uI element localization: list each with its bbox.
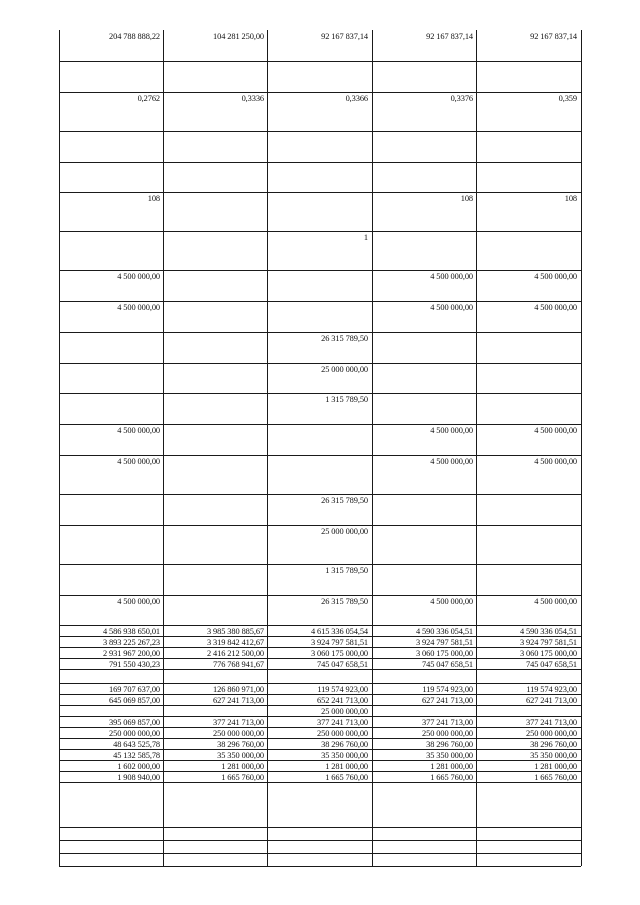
table-cell: 1 602 000,00 — [117, 762, 160, 771]
row-divider — [59, 866, 581, 867]
table-cell: 26 315 789,50 — [321, 597, 368, 606]
table-cell: 377 241 713,00 — [213, 718, 264, 727]
row-divider — [59, 455, 581, 456]
table-cell: 4 500 000,00 — [534, 426, 577, 435]
table-cell: 119 574 923,00 — [422, 685, 473, 694]
table-cell: 745 047 658,51 — [526, 660, 577, 669]
table-cell: 45 132 585,78 — [113, 751, 160, 760]
table-cell: 652 241 713,00 — [317, 696, 368, 705]
table-cell: 250 000 000,00 — [526, 729, 577, 738]
table-cell: 1 281 000,00 — [221, 762, 264, 771]
table-cell: 250 000 000,00 — [213, 729, 264, 738]
table-cell: 745 047 658,51 — [317, 660, 368, 669]
table-cell: 2 416 212 500,00 — [206, 649, 264, 658]
row-divider — [59, 625, 581, 626]
table-cell: 108 — [147, 194, 160, 203]
table-cell: 4 500 000,00 — [117, 303, 160, 312]
row-divider — [59, 564, 581, 565]
table-cell: 38 296 760,00 — [217, 740, 264, 749]
table-cell: 108 — [564, 194, 577, 203]
table-cell: 3 985 380 885,67 — [206, 627, 264, 636]
table-cell: 1 908 940,00 — [117, 773, 160, 782]
table-cell: 92 167 837,14 — [530, 32, 577, 41]
table-cell: 0,3336 — [241, 94, 264, 103]
table-cell: 1 — [363, 233, 368, 242]
table-cell: 1 665 760,00 — [430, 773, 473, 782]
row-divider — [59, 192, 581, 193]
table-cell: 92 167 837,14 — [321, 32, 368, 41]
table-cell: 0,2762 — [137, 94, 160, 103]
table-cell: 35 350 000,00 — [321, 751, 368, 760]
table-cell: 250 000 000,00 — [317, 729, 368, 738]
table-cell: 108 — [460, 194, 473, 203]
table-cell: 377 241 713,00 — [422, 718, 473, 727]
table-cell: 250 000 000,00 — [422, 729, 473, 738]
row-divider — [59, 131, 581, 132]
table-cell: 0,3366 — [345, 94, 368, 103]
table-cell: 3 060 175 000,00 — [310, 649, 368, 658]
table-cell: 4 615 336 054,54 — [310, 627, 368, 636]
table-cell: 4 500 000,00 — [430, 272, 473, 281]
row-divider — [59, 231, 581, 232]
row-divider — [59, 270, 581, 271]
table-cell: 104 281 250,00 — [213, 32, 264, 41]
row-divider — [59, 162, 581, 163]
table-cell: 48 643 525,78 — [113, 740, 160, 749]
table-cell: 4 590 336 054,51 — [519, 627, 577, 636]
table-cell: 4 586 938 650,01 — [102, 627, 160, 636]
table-cell: 1 315 789,50 — [325, 395, 368, 404]
table-cell: 119 574 923,00 — [526, 685, 577, 694]
table-cell: 627 241 713,00 — [422, 696, 473, 705]
row-divider — [59, 827, 581, 828]
table-cell: 4 500 000,00 — [117, 272, 160, 281]
table-cell: 1 665 760,00 — [534, 773, 577, 782]
table-cell: 3 060 175 000,00 — [415, 649, 473, 658]
table-cell: 1 665 760,00 — [325, 773, 368, 782]
table-cell: 791 550 430,23 — [109, 660, 160, 669]
table-cell: 25 000 000,00 — [321, 365, 368, 374]
table-cell: 3 924 797 581,51 — [415, 638, 473, 647]
table-cell: 3 893 225 267,23 — [102, 638, 160, 647]
table-cell: 35 350 000,00 — [426, 751, 473, 760]
row-divider — [59, 424, 581, 425]
table-cell: 776 768 941,67 — [213, 660, 264, 669]
table-cell: 4 500 000,00 — [534, 303, 577, 312]
table-cell: 4 500 000,00 — [430, 426, 473, 435]
table-cell: 2 931 967 200,00 — [102, 649, 160, 658]
table-cell: 126 860 971,00 — [213, 685, 264, 694]
table-cell: 119 574 923,00 — [317, 685, 368, 694]
table-cell: 25 000 000,00 — [321, 527, 368, 536]
table-cell: 25 000 000,00 — [321, 707, 368, 716]
table-cell: 250 000 000,00 — [109, 729, 160, 738]
table-cell: 1 315 789,50 — [325, 566, 368, 575]
table-cell: 3 060 175 000,00 — [519, 649, 577, 658]
table-cell: 35 350 000,00 — [530, 751, 577, 760]
table-cell: 0,3376 — [450, 94, 473, 103]
table-cell: 38 296 760,00 — [321, 740, 368, 749]
row-divider — [59, 301, 581, 302]
table-cell: 4 500 000,00 — [534, 457, 577, 466]
row-divider — [59, 595, 581, 596]
table-cell: 3 319 842 412,67 — [206, 638, 264, 647]
table-cell: 395 069 857,00 — [109, 718, 160, 727]
table-cell: 1 281 000,00 — [430, 762, 473, 771]
row-divider — [59, 525, 581, 526]
table-cell: 1 665 760,00 — [221, 773, 264, 782]
table-cell: 4 500 000,00 — [117, 426, 160, 435]
table-cell: 4 500 000,00 — [430, 597, 473, 606]
table-cell: 4 590 336 054,51 — [415, 627, 473, 636]
table-cell: 4 500 000,00 — [534, 272, 577, 281]
table-cell: 627 241 713,00 — [526, 696, 577, 705]
table-cell: 26 315 789,50 — [321, 496, 368, 505]
table-cell: 377 241 713,00 — [526, 718, 577, 727]
table-cell: 1 281 000,00 — [534, 762, 577, 771]
row-divider — [59, 332, 581, 333]
column-divider — [581, 30, 582, 866]
table-cell: 169 707 637,00 — [109, 685, 160, 694]
row-divider — [59, 61, 581, 62]
row-divider — [59, 393, 581, 394]
row-divider — [59, 840, 581, 841]
table-cell: 1 281 000,00 — [325, 762, 368, 771]
row-divider — [59, 363, 581, 364]
row-divider — [59, 683, 581, 684]
table-cell: 4 500 000,00 — [117, 457, 160, 466]
table-cell: 38 296 760,00 — [530, 740, 577, 749]
row-divider — [59, 92, 581, 93]
table-cell: 4 500 000,00 — [534, 597, 577, 606]
row-divider — [59, 853, 581, 854]
table-cell: 0,359 — [558, 94, 577, 103]
table-cell: 26 315 789,50 — [321, 334, 368, 343]
table-cell: 4 500 000,00 — [117, 597, 160, 606]
table-cell: 38 296 760,00 — [426, 740, 473, 749]
table-cell: 4 500 000,00 — [430, 303, 473, 312]
table-cell: 3 924 797 581,51 — [519, 638, 577, 647]
table-cell: 645 069 857,00 — [109, 696, 160, 705]
row-divider — [59, 494, 581, 495]
table-cell: 204 788 888,22 — [109, 32, 160, 41]
table-cell: 377 241 713,00 — [317, 718, 368, 727]
table-cell: 627 241 713,00 — [213, 696, 264, 705]
table-cell: 745 047 658,51 — [422, 660, 473, 669]
table-cell: 92 167 837,14 — [426, 32, 473, 41]
table-cell: 4 500 000,00 — [430, 457, 473, 466]
table-cell: 35 350 000,00 — [217, 751, 264, 760]
table-cell: 3 924 797 581,51 — [310, 638, 368, 647]
